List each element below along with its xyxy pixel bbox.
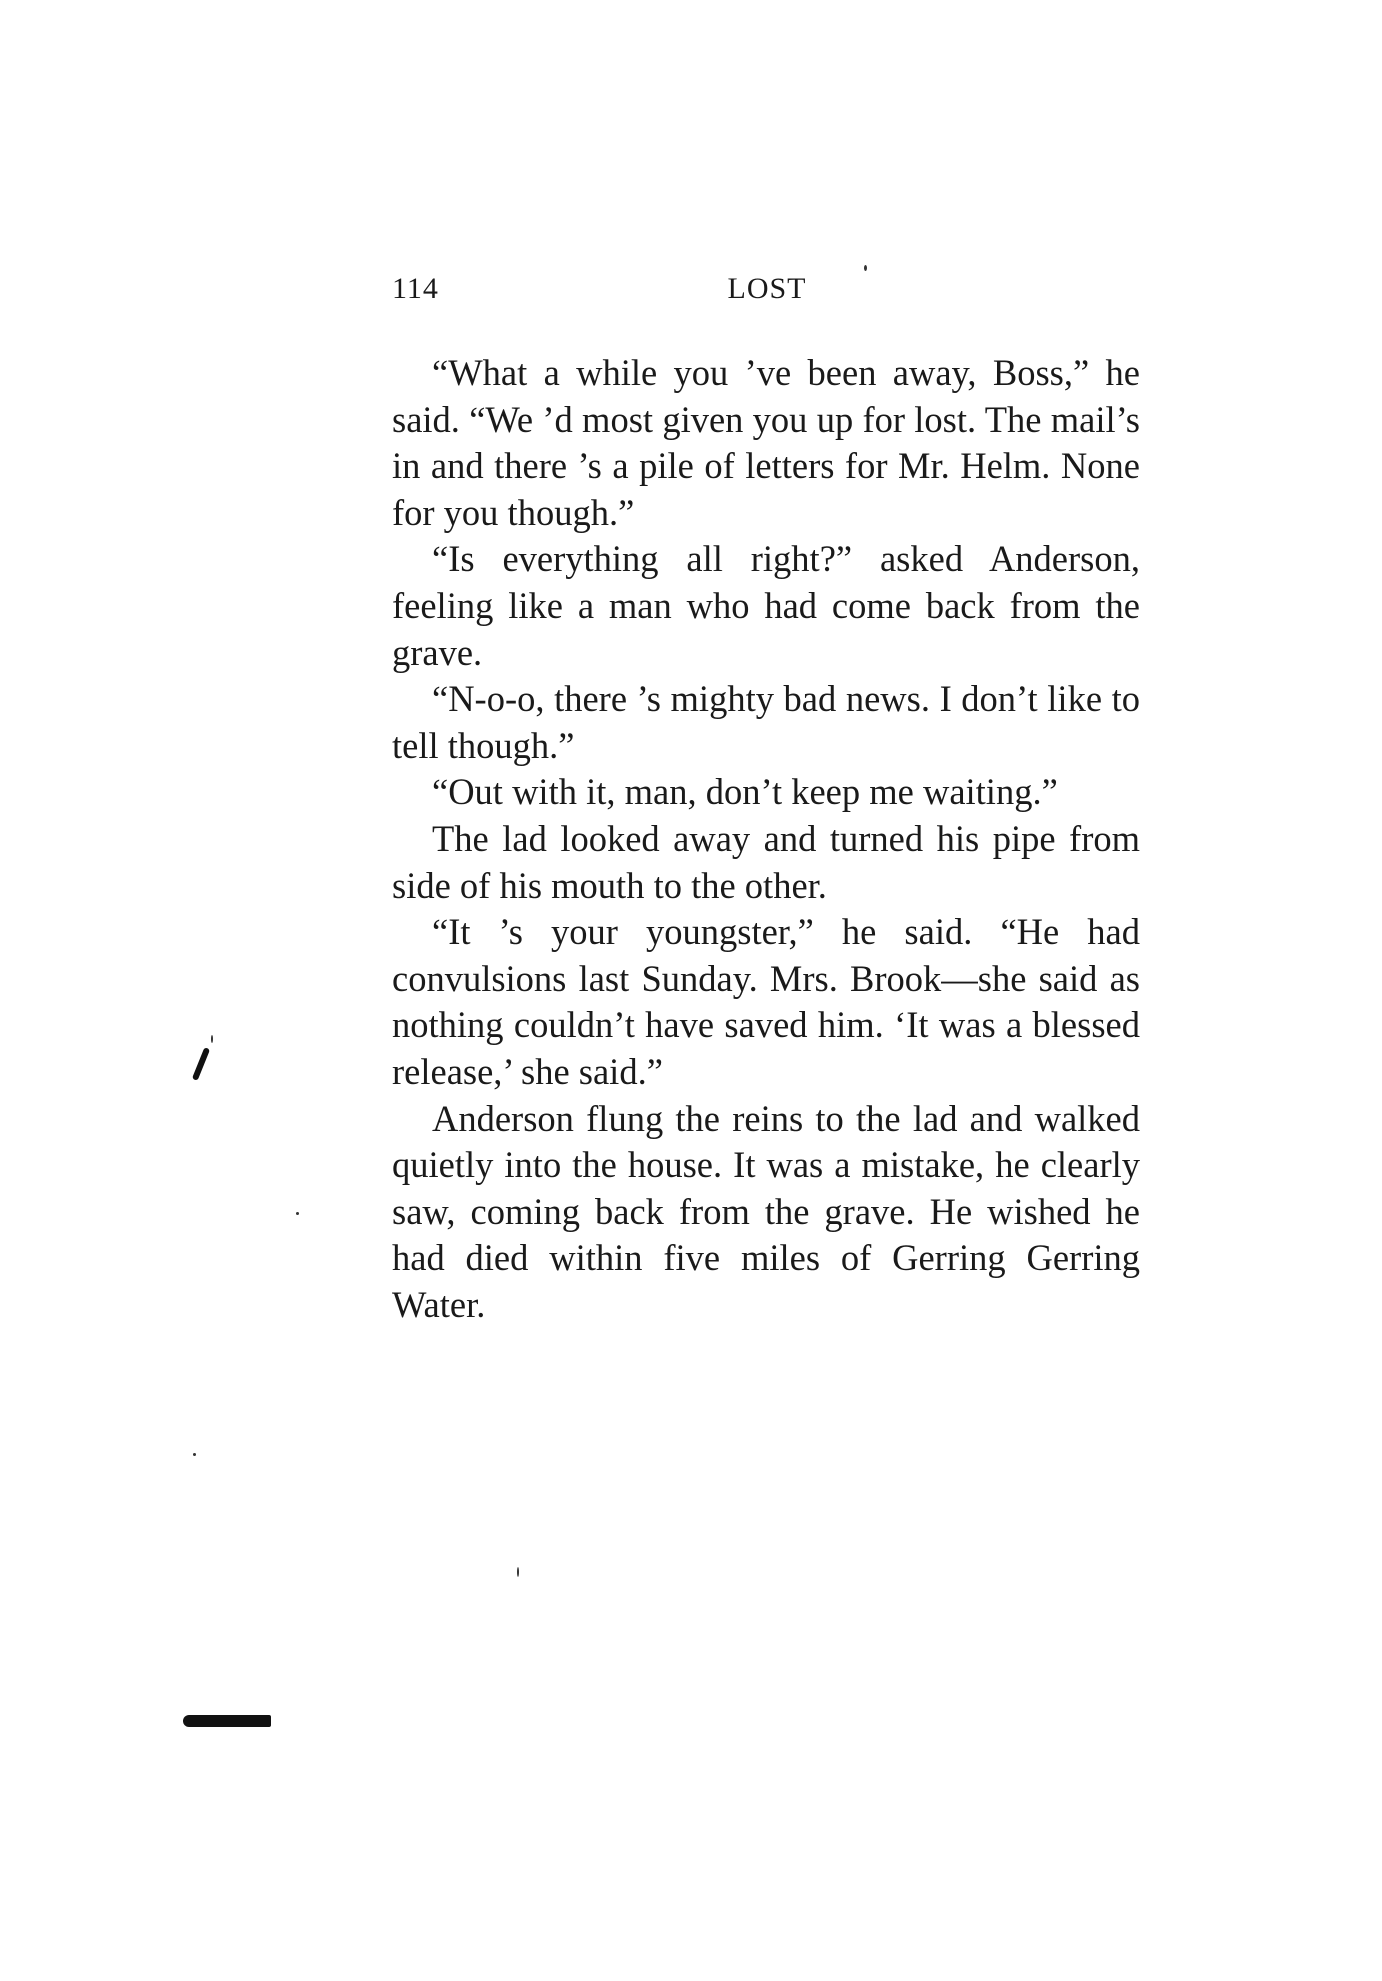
dust-speck [211,1035,213,1043]
paragraph: “It ’s your youngster,” he said. “He had convulsions last Sunday. Mrs. Brook—she said as nothing couldn’t have saved him. ‘It was a blessed release,’ she said.” [392,911,1140,1092]
paragraph: The lad looked away and turned his pipe from side of his mouth to the other. [392,817,1140,906]
running-head [392,272,1152,316]
paragraph: “What a while you ’ve been away, Boss,” he said. “We ’d most given you up for lost. The mail’s in and there ’s a pile of letters for Mr. Helm. None for you though.” [392,352,1140,533]
ink-blot [183,1715,271,1727]
ink-mark [192,1047,210,1081]
body-text [392,350,1140,1328]
paragraph: “Is everything all right?” asked Anderson, feeling like a man who had come back from the grave. [392,538,1140,673]
page-number: 114 [392,272,439,305]
paragraph: Anderson flung the reins to the lad and walked quietly into the house. It was a mistake, he clearly saw, coming back from the grave. He wished he had died within five miles of Gerring Gerring Water. [392,1097,1140,1325]
dust-speck [296,1212,299,1215]
dust-speck [193,1453,196,1456]
dust-speck [864,265,867,271]
paragraph: “Out with it, man, don’t keep me waiting.” [432,771,1058,813]
dust-speck [517,1567,519,1577]
paragraph: “N-o-o, there ’s mighty bad news. I don’t like to tell though.” [392,678,1140,766]
running-title: LOST [727,272,807,305]
